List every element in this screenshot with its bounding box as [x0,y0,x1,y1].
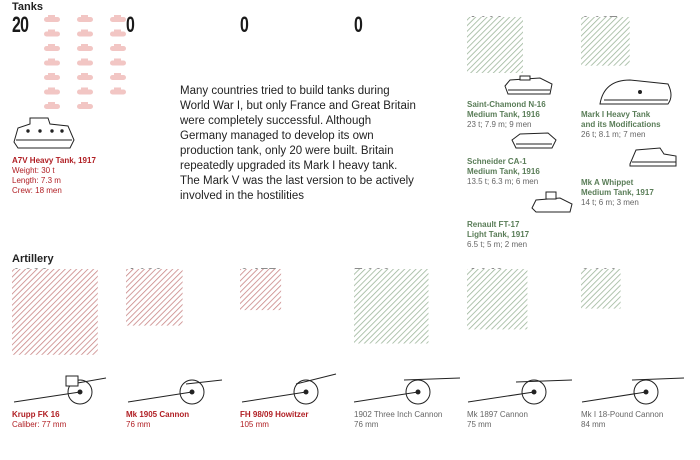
artillery-bar-fh98 [240,269,281,310]
a7v-unit-icons [44,15,126,109]
schneider-type: Medium Tank, 1916 [467,167,540,176]
a7v-unit-icon [44,102,60,109]
tanks-section-title: Tanks [12,1,43,13]
mk1905-gun-icon [128,380,222,404]
fh98-howitzer-icon [242,374,336,404]
whippet-tank-icon [630,148,676,166]
krupp-caliber: Caliber: 77 mm [12,420,67,429]
mark1-label [581,110,661,140]
a7v-unit-icon [77,73,93,80]
saint-chamond-type: Medium Tank, 1916 [467,110,540,119]
artillery-bar-1902 [354,269,429,344]
fh98-label [240,410,308,430]
a7v-unit-icon [44,15,60,22]
mk1897-name: Mk 1897 Cannon [467,410,528,419]
1902-cannon-icon [354,378,460,404]
mk1897-label [467,410,528,430]
schneider-label [467,157,540,187]
a7v-unit-icon [110,15,126,22]
cannon1902-name: 1902 Three Inch Cannon [354,410,443,419]
cannon1902-caliber: 76 mm [354,420,379,429]
cannon1902-label [354,410,442,430]
a7v-unit-icon [110,44,126,51]
a7v-unit-icon [44,88,60,95]
artillery-section-title: Artillery [12,253,54,265]
mk1897-cannon-icon [468,380,572,404]
mark1-name: Mark I Heavy Tank [581,110,651,119]
whippet-label [581,178,654,208]
krupp-name: Krupp FK 16 [12,410,60,419]
mk1-18pdr-name: Mk I 18-Pound Cannon [581,410,664,419]
a7v-unit-icon [77,88,93,95]
a7v-crew: Crew: 18 men [12,186,62,195]
mk1-18pdr-cannon-icon [582,378,684,404]
schneider-name: Schneider CA-1 [467,157,527,166]
a7v-unit-icon [110,30,126,37]
renault-label [467,220,529,250]
a7v-unit-icon [44,44,60,51]
renault-tank-icon [532,192,572,212]
mk1905-caliber: 76 mm [126,420,151,429]
a7v-unit-icon [44,30,60,37]
a7v-unit-icon [44,59,60,66]
a7v-unit-icon [110,73,126,80]
a7v-unit-icon [77,44,93,51]
renault-name: Renault FT-17 [467,220,520,229]
mk1905-label [126,410,189,430]
a7v-unit-icon [77,102,93,109]
a7v-weight: Weight: 30 t [12,166,55,175]
whippet-type: Medium Tank, 1917 [581,188,654,197]
fh98-caliber: 105 mm [240,420,269,429]
a7v-label [12,156,96,196]
krupp-label [12,410,66,430]
tank-count-germany: 20 [12,12,29,37]
mark1-tank-icon [600,80,671,104]
a7v-unit-icon [110,88,126,95]
a7v-unit-icon [44,73,60,80]
a7v-unit-icon [77,59,93,66]
saint-chamond-label [467,100,546,130]
intro-paragraph: Many countries tried to build tanks during World War I, but only France and Great Britain were completely successful. Although Germany managed to develop its own production tank, only 20 were built. Britain repeatedly upgraded its Mark I heavy tank. The Mark V was the last version to be actively involved in the hostilities [180,85,416,202]
mk1-18pdr-caliber: 84 mm [581,420,606,429]
schneider-tank-icon [512,133,556,148]
whippet-name: Mk A Whippet [581,178,634,187]
artillery-bar-mk1-18pdr [581,269,621,309]
artillery-bar-mk1905 [126,269,183,326]
tank-bar-britain [581,17,630,66]
a7v-unit-icon [77,15,93,22]
a7v-unit-icon [77,30,93,37]
a7v-unit-icon [110,59,126,66]
a7v-tank-icon [14,118,74,148]
mark1-specs: 26 t; 8.1 m; 7 men [581,130,646,139]
whippet-specs: 14 t; 6 m; 3 men [581,198,639,207]
a7v-length: Length: 7.3 m [12,176,61,185]
schneider-specs: 13.5 t; 6.3 m; 6 men [467,177,539,186]
tank-count-2: 0 [126,12,135,37]
mark1-type: and its Modifications [581,120,661,129]
saint-chamond-name: Saint-Chamond N-16 [467,100,546,109]
tank-count-3: 0 [240,12,249,37]
renault-specs: 6.5 t; 5 m; 2 men [467,240,528,249]
saint-chamond-specs: 23 t; 7.9 m; 9 men [467,120,532,129]
mk1897-caliber: 75 mm [467,420,492,429]
renault-type: Light Tank, 1917 [467,230,530,239]
tank-bar-france [467,17,523,73]
mk1905-name: Mk 1905 Cannon [126,410,190,419]
saint-chamond-tank-icon [505,76,552,94]
mk1-18pdr-label [581,410,663,430]
artillery-bar-mk1897 [467,269,527,329]
artillery-bar-krupp [12,269,98,355]
krupp-fk16-gun-icon [14,376,106,404]
tank-count-4: 0 [354,12,363,37]
fh98-name: FH 98/09 Howitzer [240,410,309,419]
a7v-name: A7V Heavy Tank, 1917 [12,156,96,165]
